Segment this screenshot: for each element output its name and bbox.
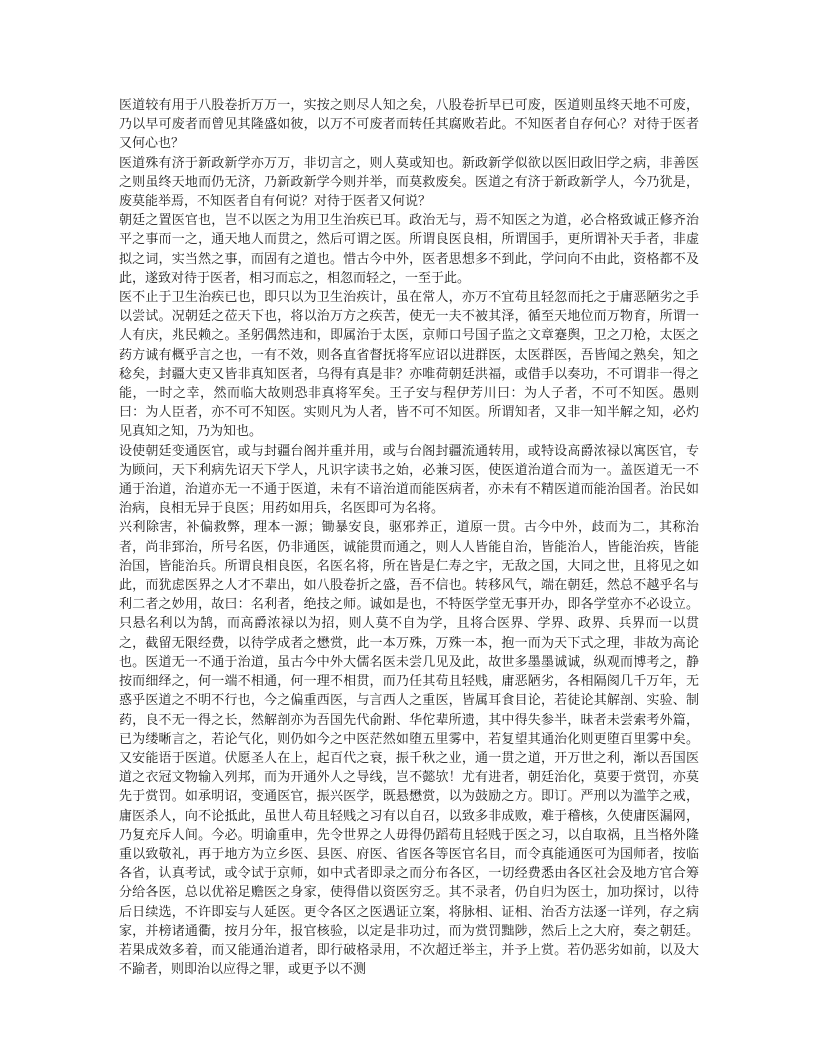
- paragraph-6: 兴利除害，补偏救弊，理本一源；锄暴安良，驱邪养正，道原一贯。古今中外，歧而为二，其称治者，尚非郅治，所号名医，仍非通医，诚能贯而通之，则人人皆能自治，皆能治人，皆能治疾，皆能治国，皆能治兵。所谓良相良医，名医名将，所在皆是仁寿之宇，无敌之国，大同之世，且将见之如此，而犹虑医界之人才不辈出，如八股卷折之盛，吾不信也。转移风气，端在朝廷，然总不越乎名与利二者之妙用，故曰：名利者，绝技之师。诚如是也，不特医学堂无事开办，即各学堂亦不必设立。只悬名利以为鹄，而高爵浓禄以为招，则人莫不自为学，且将合医界、学界、政界、兵界而一以贯之，截留无限经费，以待学成者之懋赏，此一本万殊，万殊一本，抱一而为天下式之理，非故为高论也。医道无一不通于治道，虽古今中外大儒名医未尝几见及此，故世多墨墨诚诚，纵观而博考之，静按而细绎之，何一端不相通，何一理不相贯，而乃任其苟且轻贱，庸恶陋劣，各相隔阂几千万年，无惑乎医道之不明不行也，今之偏重西医，与言西人之重医，皆属耳食目论，若徒论其解剖、实验、制药，良不无一得之长，然解剖亦为吾国先代俞跗、华佗辈所遗，其中得失参半，昧者未尝索考外篇，已为缕晰言之，若论气化，则仍如今之中医茫然如堕五里雾中，若复望其通治化则更堕百里雾中矣。又安能语于医道。伏愿圣人在上，起百代之衰，振千秋之业，通一贯之道，开万世之利，渐以吾国医道之衣冠文物输入列邦，而为开通外人之导线，岂不懿欤！尤有进者，朝廷治化，莫要于赏罚，亦莫先于赏罚。如承明诏，变通医官，振兴医学，既悬懋赏，以为鼓励之方。即订。严刑以为滥竽之戒，庸医杀人，向不论抵此，虽世人苟且轻贱之习有以自召，以致多非成败，难于稽核，久使庸医漏网，乃复充斥人间。今必。明谕重申，先令世界之人毋得仍蹈苟且轻贱于医之习，以自取祸，且当格外隆重以致敬礼，再于地方为立乡医、县医、府医、省医各等医官名目，而令真能通医可为国师者，按临各省，认真考试，或令试于京师，如中式者即录之而分布各区，一切经费悉由各区社会及地方官合筹分给各医，总以优裕足赡医之身家，使得借以资医穷乏。其不录者，仍自归为医士，加功探讨，以待后日续选，不许即妄与人延医。更令各区之医遇证立案，将脉相、证相、治否方法逐一详列，存之病家，并榜诸通衢，按月分年，报官核验，以定是非功过，而为赏罚黜陟，然后上之大府，奏之朝廷。若果成效多着，而又能通治道者，即行破格录用，不次超迁举主，并予上赏。若仍恶劣如前，以及大不踰者，则即治以应得之罪，或更予以不测: [119, 520, 699, 978]
- paragraph-4: 医不止于卫生治疾已也，即只以为卫生治疾计，虽在常人，亦万不宜苟且轻忽而托之于庸恶陋劣之手以尝试。况朝廷之莅天下也，将以治万方之疾苦，使无一夫不被其泽，循至天地位而万物育，所谓一人有庆，兆民赖之。圣躬偶然违和，即属治于太医，京师口号国子监之文章蹇舆，卫之刀枪，太医之药方诚有概乎言之也，一有不效，则各直省督抚将军应诏以进群医，太医群医，吾皆闻之熟矣，知之稔矣，封疆大吏又皆非真知医者，乌得有真是非？亦唯荷朝廷洪福，或借手以奏功，不可谓非一得之能，一时之幸，然而临大故则恐非真将军矣。王子安与程伊芳川曰：为人子者，不可不知医。愚则曰：为人臣者，亦不可不知医。实则凡为人者，皆不可不知医。所谓知者，又非一知半解之知，必灼见真知之知，乃为知也。: [119, 290, 699, 440]
- paragraph-3: 朝廷之置医官也，岂不以医之为用卫生治疾已耳。政治无与，焉不知医之为道，必合格致诚正修齐治平之事而一之，通天地人而贯之，然后可谓之医。所谓良医良相，所谓国手，更所谓补天手者，非虚拟之词，实当然之事，而固有之道也。惜古今中外，医者思想多不到此，学问向不由此，资格都不及此，遂致对待于医者，相习而忘之，相忽而轻之，一至于此。: [119, 213, 699, 286]
- document-page: [119, 96, 699, 979]
- paragraph-5: 设使朝廷变通医官，或与封疆台阁并重并用，或与台阁封疆流通转用，或特设高爵浓禄以寓医官，专为顾问，天下利病先诏天下学人，凡识字读书之始，必兼习医，使医道治道合而为一。盖医道无一不通于治道，治道亦无一不通于医道，未有不谙治道而能医病者，亦未有不精医道而能治国者。治民如治病，良相无异于良医；用药如用兵，名医即可为名将。: [119, 443, 699, 517]
- paragraph-2: 医道殊有济于新政新学亦万万，非切言之，则人莫或知也。新政新学似欲以医旧政旧学之病，非善医之则虽终天地而仍无济，乃新政新学今则并举，而莫救废矣。医道之有济于新政新学人，今乃犹是，废莫能举焉，不知医者自有何说？对待于医者又何说？: [119, 155, 699, 210]
- paragraph-1: 医道较有用于八股卷折万万一，实按之则尽人知之矣，八股卷折早已可废，医道则虽终天地不可废，乃以早可废者而曾见其隆盛如彼，以万不可废者而转任其腐败若此。不知医者自存何心？对待于医者又何心也？: [119, 98, 699, 152]
